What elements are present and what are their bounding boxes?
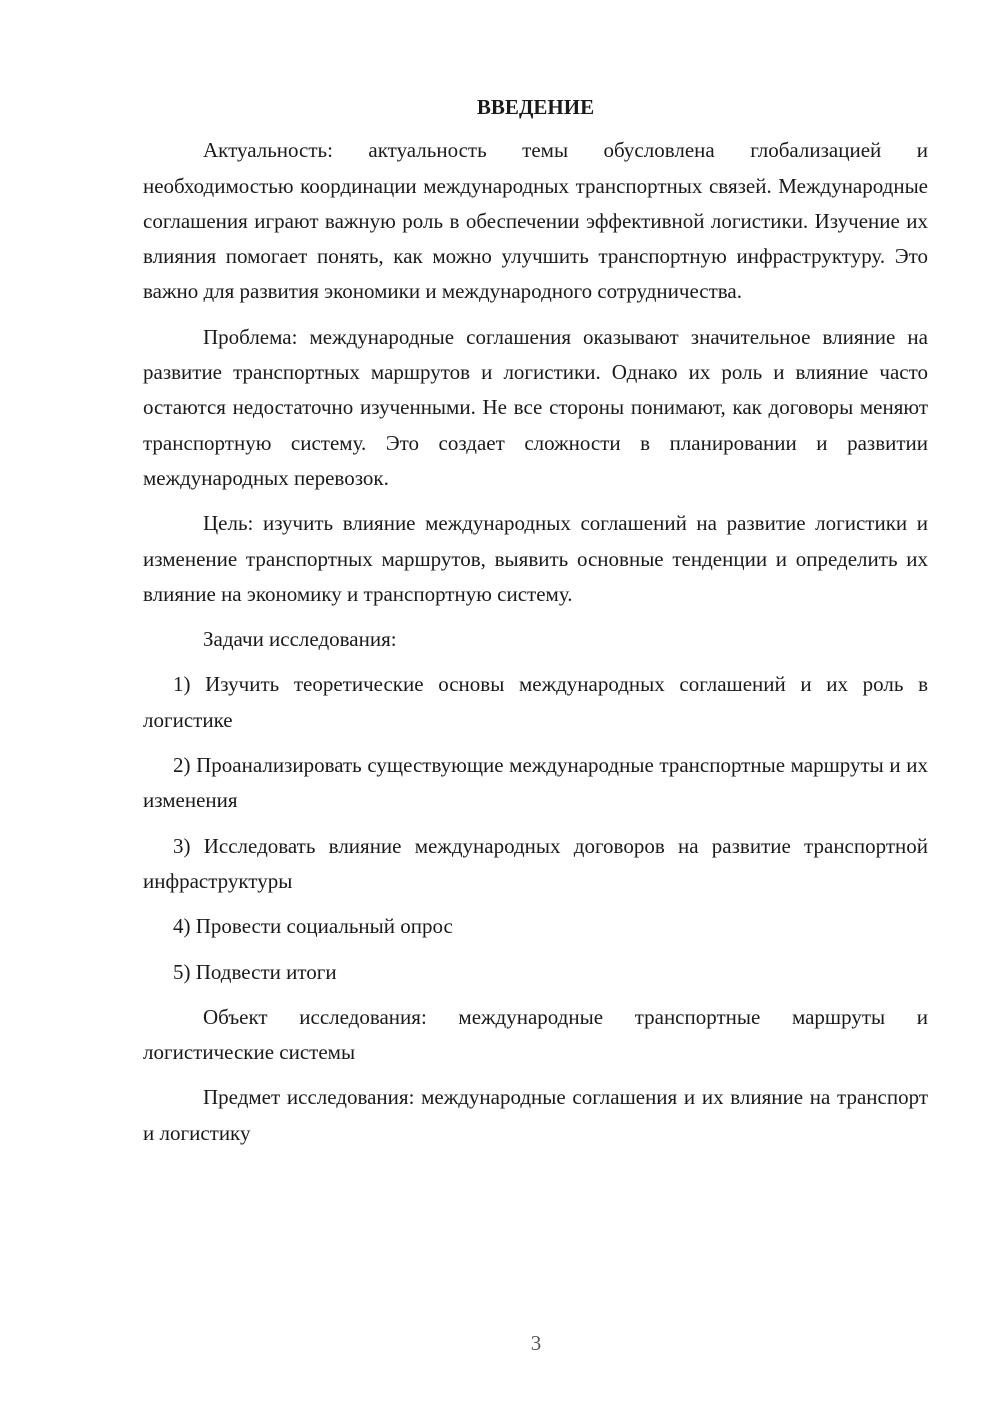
goal-paragraph: Цель: изучить влияние международных соглашений на развитие логистики и изменение транспортных маршрутов, выявить основные тенденции и определить их влияние на экономику и транспортную систему.	[143, 511, 928, 606]
page-number: 3	[530, 1331, 542, 1355]
subject-paragraph: Предмет исследования: международные соглашения и их влияние на транспорт и логистику	[143, 1085, 928, 1145]
problem-paragraph: Проблема: международные соглашения оказывают значительное влияние на развитие транспортных маршрутов и логистики. Однако их роль и влияние часто остаются недостаточно изученными. Не все стороны понимают, как договоры меняют транспортную систему. Это создает сложности в планировании и развитии международных перевозок.	[143, 324, 928, 490]
relevance-paragraph: Актуальность: актуальность темы обусловлена глобализацией и необходимостью координации международных транспортных связей. Международные соглашения играют важную роль в обеспечении эффективной логистики. Изучение их влияния помогает понять, как можно улучшить транспортную инфраструктуру. Это важно для развития экономики и международного сотрудничества.	[143, 138, 928, 304]
task-item-2: 2) Проанализировать существующие международные транспортные маршруты и их изменения	[143, 753, 928, 813]
task-item-3: 3) Исследовать влияние международных договоров на развитие транспортной инфраструктуры	[143, 833, 928, 893]
task-item-4: 4) Провести социальный опрос	[173, 914, 453, 939]
task-item-5: 5) Подвести итоги	[173, 959, 337, 984]
page-title: ВВЕДЕНИЕ	[476, 95, 595, 119]
task-item-1: 1) Изучить теоретические основы международных соглашений и их роль в логистике	[143, 672, 928, 732]
tasks-heading: Задачи исследования:	[203, 627, 397, 652]
document-page	[143, 90, 928, 1161]
object-paragraph: Объект исследования: международные транспортные маршруты и логистические системы	[143, 1004, 928, 1065]
